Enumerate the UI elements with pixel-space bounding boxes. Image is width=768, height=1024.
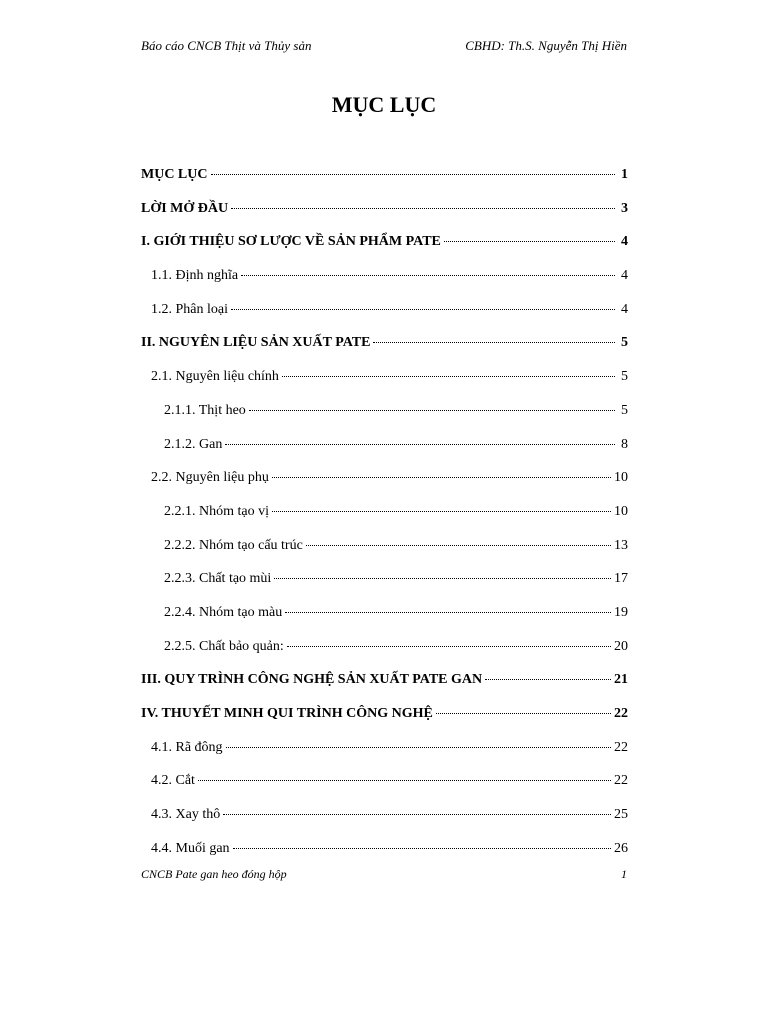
toc-leader-dots — [274, 578, 611, 579]
toc-entry[interactable] — [141, 259, 628, 293]
toc-entry-page: 5 — [621, 335, 628, 351]
toc-entry[interactable] — [141, 697, 628, 731]
toc-entry-title: MỤC LỤC — [141, 167, 208, 182]
toc-leader-dots — [373, 342, 615, 343]
toc-entry-title: 2.1.1. Thịt heo — [164, 402, 246, 418]
toc-entry-title: 2.2. Nguyên liệu phụ — [151, 470, 269, 486]
toc-leader-dots — [272, 477, 611, 478]
toc-leader-dots — [231, 309, 615, 310]
toc-leader-dots — [485, 679, 611, 680]
toc-entry-title: 2.2.1. Nhóm tạo vị — [164, 503, 269, 519]
toc-entry-page: 10 — [614, 470, 628, 486]
toc-leader-dots — [287, 646, 611, 647]
page-header — [141, 38, 627, 54]
toc-entry-title: 4.3. Xay thô — [151, 807, 221, 823]
toc-entry-title: I. GIỚI THIỆU SƠ LƯỢC VỀ SẢN PHẨM PATE — [141, 234, 441, 250]
toc-entry[interactable] — [141, 596, 628, 630]
toc-entry[interactable] — [141, 663, 628, 697]
toc-entry-page: 22 — [614, 739, 628, 755]
toc-entry-title: 1.2. Phân loại — [151, 301, 228, 317]
toc-leader-dots — [231, 208, 615, 209]
toc-entry-page: 21 — [614, 672, 628, 688]
toc-entry-page: 19 — [614, 604, 628, 620]
toc-entry-page: 10 — [614, 503, 628, 519]
toc-entry-title: III. QUY TRÌNH CÔNG NGHỆ SẢN XUẤT PATE GAN — [141, 672, 483, 688]
toc-entry[interactable] — [141, 326, 628, 360]
toc-entry-title: 2.2.2. Nhóm tạo cấu trúc — [164, 537, 303, 553]
toc-entry-title: 4.2. Cắt — [151, 773, 195, 789]
toc-entry-title: 4.1. Rã đông — [151, 739, 223, 755]
toc-entry-title: 2.1.2. Gan — [164, 436, 223, 452]
header-left: Báo cáo CNCB Thịt và Thủy sản — [141, 38, 312, 53]
toc-entry-page: 1 — [621, 167, 628, 182]
toc-leader-dots — [282, 376, 615, 377]
toc-entry-page: 17 — [614, 571, 628, 587]
toc-entry[interactable] — [141, 461, 628, 495]
toc-entry-page: 3 — [621, 200, 628, 216]
page-title: MỤC LỤC — [331, 92, 437, 117]
toc-entry[interactable] — [141, 158, 628, 192]
toc-leader-dots — [226, 747, 611, 748]
toc-leader-dots — [272, 511, 611, 512]
page-number: 1 — [621, 867, 627, 881]
toc-leader-dots — [436, 713, 611, 714]
toc-entry-title: 2.2.3. Chất tạo mùi — [164, 571, 272, 587]
toc-entry-page: 8 — [621, 436, 628, 452]
page-footer — [141, 867, 627, 882]
header-right: CBHD: Th.S. Nguyễn Thị Hiền — [465, 38, 627, 53]
toc-entry-page: 4 — [621, 301, 628, 317]
toc-entry[interactable] — [141, 225, 628, 259]
toc-entry-title: 2.1. Nguyên liệu chính — [151, 369, 279, 385]
toc-entry-title: 1.1. Định nghĩa — [151, 268, 239, 284]
toc-entry-page: 20 — [614, 638, 628, 654]
toc-entry[interactable] — [141, 360, 628, 394]
toc-entry-page: 5 — [621, 402, 628, 418]
toc-entry-page: 4 — [621, 268, 628, 284]
footer-left: CNCB Pate gan heo đóng hộp — [141, 867, 287, 881]
toc-entry-title: LỜI MỞ ĐẦU — [141, 200, 229, 216]
toc-entry[interactable] — [141, 562, 628, 596]
toc-entry-page: 26 — [614, 840, 628, 856]
toc-entry[interactable] — [141, 428, 628, 462]
toc-entry[interactable] — [141, 394, 628, 428]
toc-entry-page: 22 — [614, 706, 628, 721]
toc-leader-dots — [225, 444, 615, 445]
table-of-contents — [141, 158, 628, 865]
toc-entry-page: 22 — [614, 773, 628, 789]
toc-leader-dots — [306, 545, 611, 546]
toc-leader-dots — [285, 612, 611, 613]
toc-entry-title: II. NGUYÊN LIỆU SẢN XUẤT PATE — [141, 335, 371, 351]
toc-entry[interactable] — [141, 630, 628, 664]
toc-entry-title: 4.4. Muối gan — [151, 840, 230, 856]
toc-leader-dots — [223, 814, 611, 815]
toc-leader-dots — [198, 780, 611, 781]
toc-entry[interactable] — [141, 798, 628, 832]
toc-leader-dots — [211, 174, 616, 175]
toc-entry[interactable] — [141, 293, 628, 327]
toc-entry-title: 2.2.4. Nhóm tạo màu — [164, 604, 283, 620]
toc-entry-page: 4 — [621, 234, 628, 250]
toc-entry[interactable] — [141, 495, 628, 529]
toc-entry[interactable] — [141, 192, 628, 226]
toc-entry[interactable] — [141, 731, 628, 765]
toc-entry-page: 5 — [621, 369, 628, 385]
toc-entry[interactable] — [141, 832, 628, 866]
toc-entry-title: 2.2.5. Chất bảo quản: — [164, 638, 284, 654]
toc-entry-title: IV. THUYẾT MINH QUI TRÌNH CÔNG NGHỆ — [141, 706, 433, 721]
toc-leader-dots — [444, 241, 615, 242]
toc-leader-dots — [233, 848, 611, 849]
toc-leader-dots — [249, 410, 615, 411]
toc-entry-page: 13 — [614, 537, 628, 553]
toc-entry[interactable] — [141, 764, 628, 798]
toc-leader-dots — [241, 275, 615, 276]
toc-entry[interactable] — [141, 529, 628, 563]
toc-entry-page: 25 — [614, 807, 628, 823]
